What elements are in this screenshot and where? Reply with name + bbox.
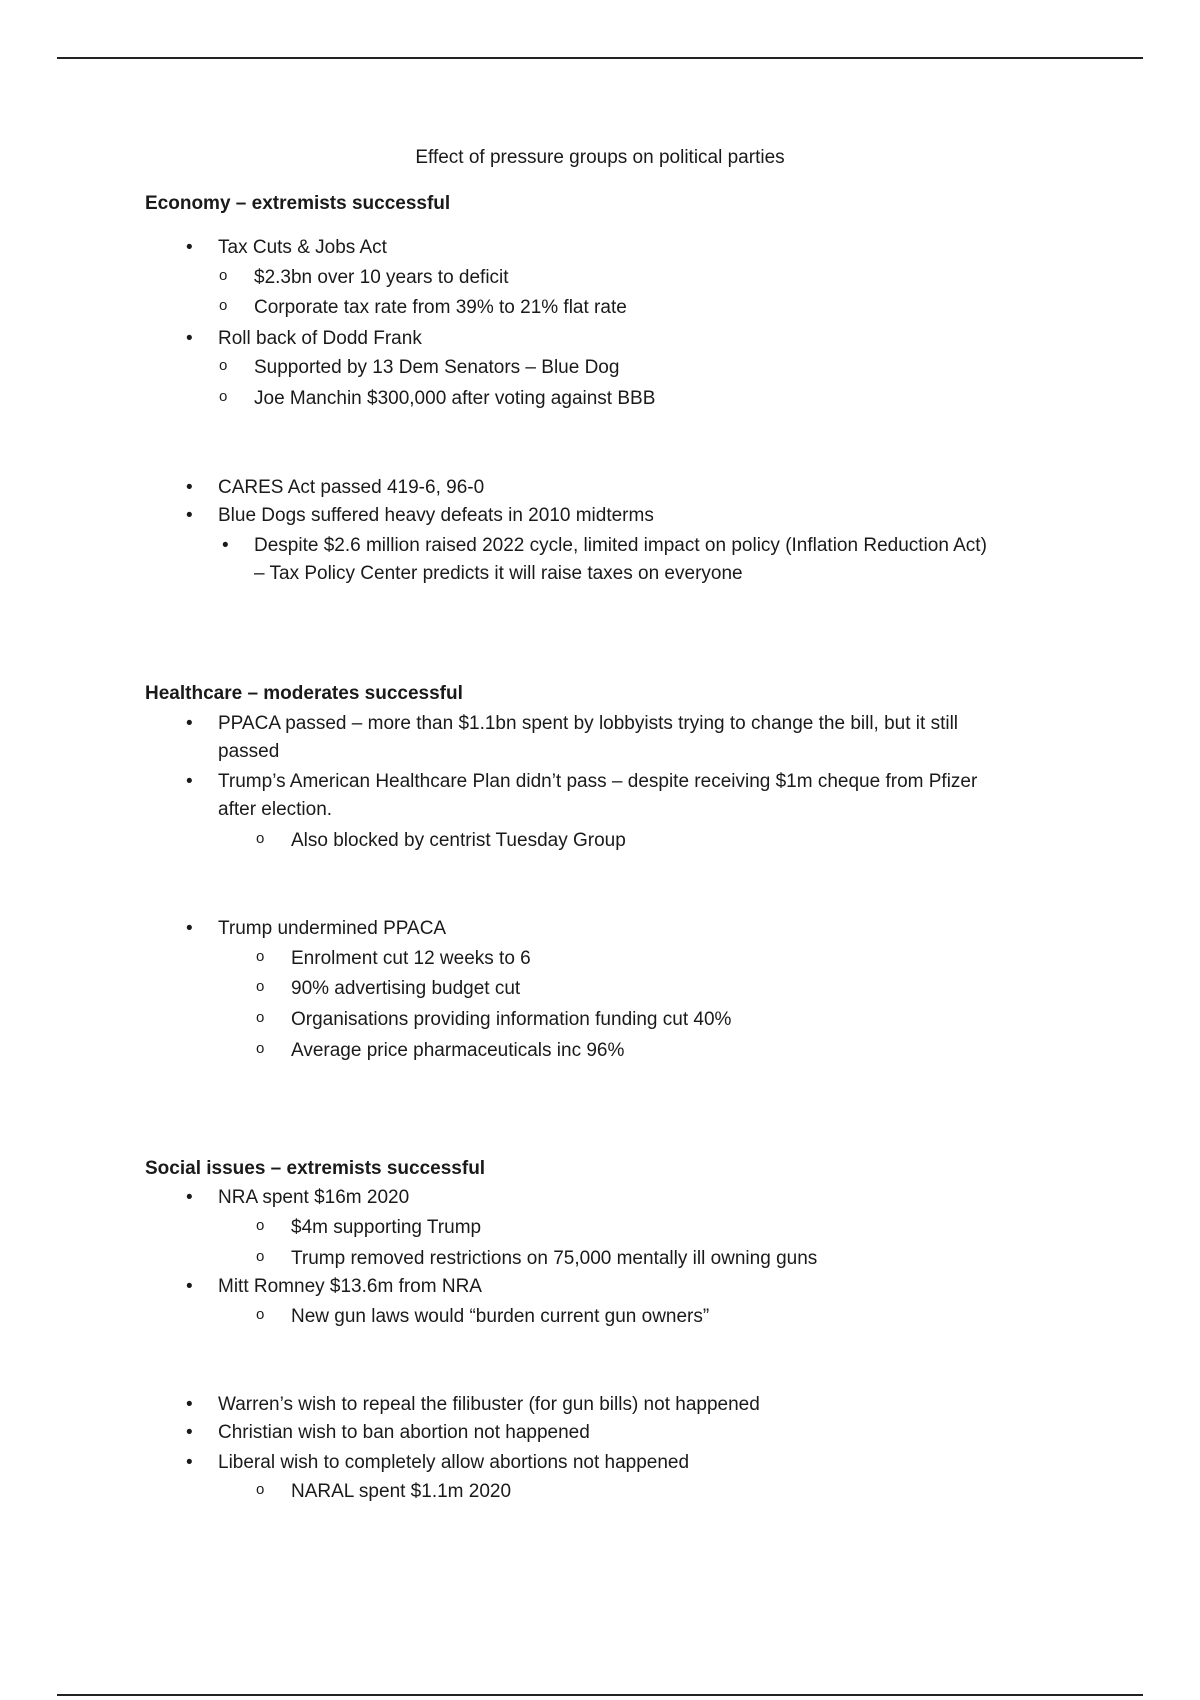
item-text: – Tax Policy Center predicts it will raise taxes on everyone <box>254 563 743 584</box>
list-item <box>256 1248 1131 1271</box>
circle-bullet-icon: o <box>256 1040 265 1057</box>
item-text: Corporate tax rate from 39% to 21% flat rate <box>254 297 627 318</box>
item-text: Liberal wish to completely allow abortions not happened <box>218 1452 690 1473</box>
item-text: Roll back of Dodd Frank <box>218 328 422 349</box>
circle-bullet-icon: o <box>256 1306 265 1323</box>
list-item <box>256 978 1131 1001</box>
list-item <box>219 267 1094 290</box>
list-item <box>186 1276 1058 1299</box>
item-text: Trump’s American Healthcare Plan didn’t pass – despite receiving $1m cheque from Pfizer <box>218 771 978 792</box>
item-text: Organisations providing information funding cut 40% <box>291 1009 732 1030</box>
list-item <box>219 388 1094 411</box>
list-item <box>186 1422 1058 1445</box>
item-text: $4m supporting Trump <box>291 1217 482 1238</box>
item-text: $2.3bn over 10 years to deficit <box>254 267 509 288</box>
circle-bullet-icon: o <box>256 830 265 847</box>
item-text: Trump removed restrictions on 75,000 mentally ill owning guns <box>291 1248 818 1269</box>
list-item <box>186 237 1058 260</box>
list-item <box>256 1481 1131 1504</box>
item-text: Joe Manchin $300,000 after voting against BBB <box>254 388 656 409</box>
bullet-icon: • <box>186 771 193 792</box>
footer-rule <box>57 1694 1143 1696</box>
item-text: Average price pharmaceuticals inc 96% <box>291 1040 625 1061</box>
circle-bullet-icon: o <box>256 1009 265 1026</box>
circle-bullet-icon: o <box>219 267 228 284</box>
list-item <box>186 918 1058 941</box>
bullet-icon: • <box>186 1422 193 1443</box>
list-item <box>186 1187 1058 1210</box>
list-item <box>219 297 1094 320</box>
list-item <box>256 830 1131 853</box>
list-item-continuation <box>218 799 1058 822</box>
list-item <box>256 1217 1131 1240</box>
section-heading-healthcare: Healthcare – moderates successful <box>145 683 463 704</box>
list-item <box>256 1009 1131 1032</box>
item-text: New gun laws would “burden current gun owners” <box>291 1306 710 1327</box>
bullet-icon: • <box>222 535 229 556</box>
list-item <box>222 535 1054 558</box>
list-item <box>186 713 1058 736</box>
bullet-icon: • <box>186 1394 193 1415</box>
list-item-continuation <box>254 563 1054 586</box>
bullet-icon: • <box>186 477 193 498</box>
bullet-icon: • <box>186 328 193 349</box>
item-text: Christian wish to ban abortion not happened <box>218 1422 590 1443</box>
bullet-icon: • <box>186 918 193 939</box>
list-item-continuation <box>218 741 1058 764</box>
item-text: PPACA passed – more than $1.1bn spent by lobbyists trying to change the bill, but it still <box>218 713 959 734</box>
bullet-icon: • <box>186 1452 193 1473</box>
item-text: NRA spent $16m 2020 <box>218 1187 410 1208</box>
circle-bullet-icon: o <box>219 297 228 314</box>
circle-bullet-icon: o <box>256 948 265 965</box>
section-heading-economy: Economy – extremists successful <box>145 193 451 214</box>
list-item <box>186 328 1058 351</box>
item-text: Blue Dogs suffered heavy defeats in 2010 midterms <box>218 505 654 526</box>
list-item <box>186 477 1058 500</box>
bullet-icon: • <box>186 505 193 526</box>
list-item <box>186 505 1058 528</box>
item-text: Trump undermined PPACA <box>218 918 447 939</box>
item-text: Also blocked by centrist Tuesday Group <box>291 830 626 851</box>
bullet-icon: • <box>186 1187 193 1208</box>
item-text: Enrolment cut 12 weeks to 6 <box>291 948 531 969</box>
list-item <box>256 948 1131 971</box>
item-text: after election. <box>218 799 333 820</box>
item-text: Despite $2.6 million raised 2022 cycle, limited impact on policy (Inflation Reduction Act) <box>254 535 987 556</box>
item-text: Supported by 13 Dem Senators – Blue Dog <box>254 357 620 378</box>
bullet-icon: • <box>186 1276 193 1297</box>
bullet-icon: • <box>186 237 193 258</box>
item-text: Mitt Romney $13.6m from NRA <box>218 1276 482 1297</box>
circle-bullet-icon: o <box>256 1481 265 1498</box>
bullet-icon: • <box>186 713 193 734</box>
item-text: NARAL spent $1.1m 2020 <box>291 1481 512 1502</box>
item-text: passed <box>218 741 280 762</box>
list-item <box>219 357 1094 380</box>
item-text: CARES Act passed 419-6, 96-0 <box>218 477 485 498</box>
circle-bullet-icon: o <box>256 1248 265 1265</box>
page-title: Effect of pressure groups on political parties <box>415 147 785 168</box>
list-item <box>186 1394 1058 1417</box>
list-item <box>256 1306 1131 1329</box>
item-text: Warren’s wish to repeal the filibuster (for gun bills) not happened <box>218 1394 760 1415</box>
item-text: Tax Cuts & Jobs Act <box>218 237 387 258</box>
list-item <box>186 1452 1058 1475</box>
item-text: 90% advertising budget cut <box>291 978 521 999</box>
circle-bullet-icon: o <box>256 1217 265 1234</box>
list-item <box>256 1040 1131 1063</box>
list-item <box>186 771 1058 794</box>
circle-bullet-icon: o <box>256 978 265 995</box>
circle-bullet-icon: o <box>219 357 228 374</box>
section-heading-social-issues: Social issues – extremists successful <box>145 1158 486 1179</box>
header-rule <box>57 57 1143 59</box>
circle-bullet-icon: o <box>219 388 228 405</box>
